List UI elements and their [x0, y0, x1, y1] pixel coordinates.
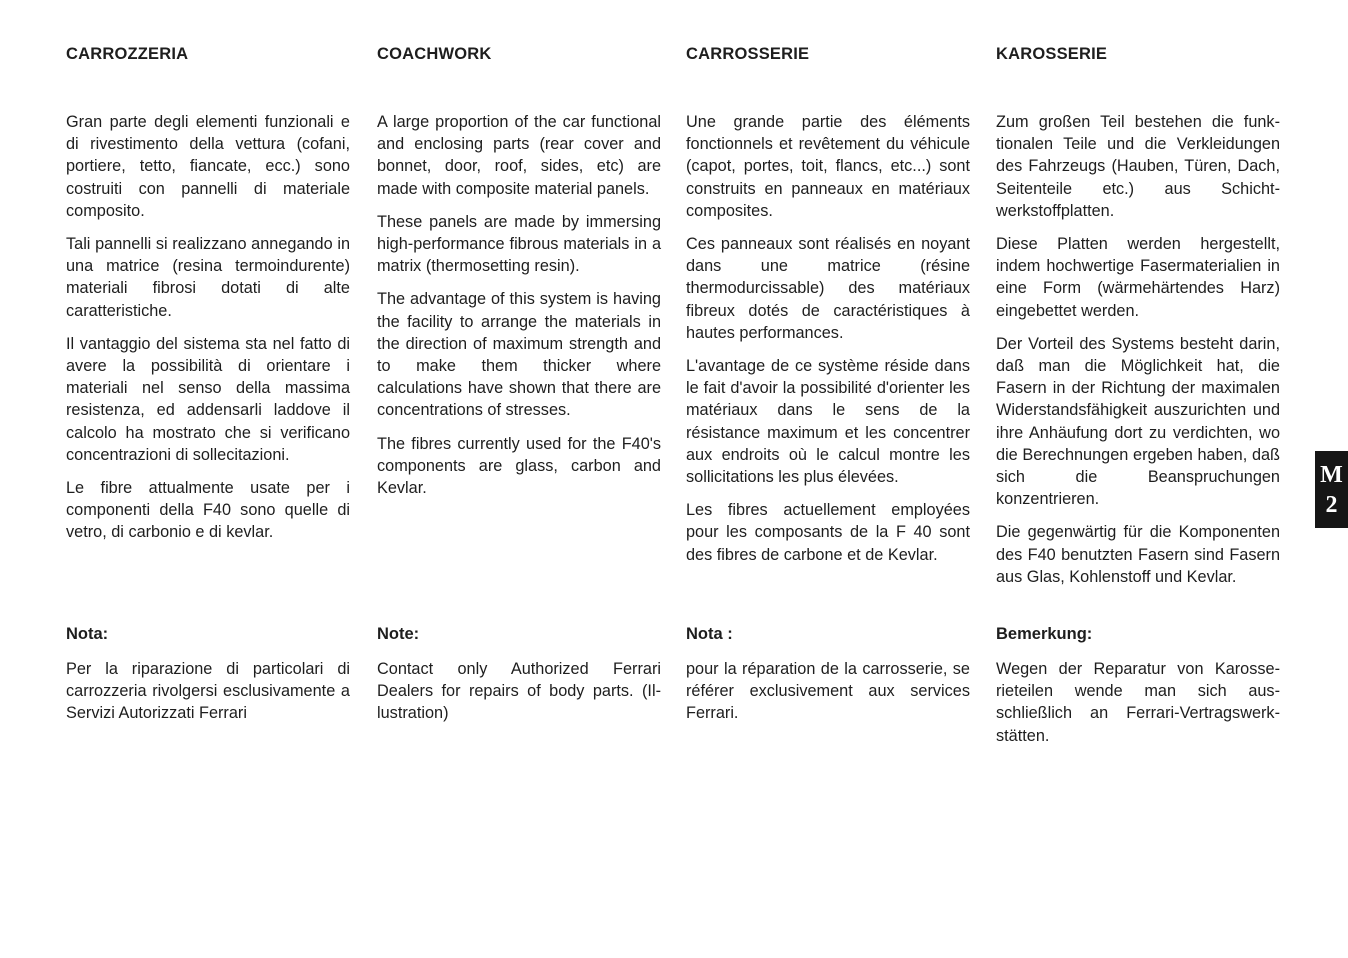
paragraph: A large proportion of the car functional and enclosing parts (rear cover and bonnet, door, roof, sides, etc) are made with composite material panels. [377, 113, 661, 198]
note-text-french: pour la réparation de la carrosserie, se référer exclusivement aux services Ferrari. [686, 660, 970, 723]
heading-karosserie: KAROSSERIE [996, 45, 1108, 63]
body-french [686, 111, 970, 577]
paragraph: Zum großen Teil bestehen die funktionalen Teile und die Verkleidungen des Fahrzeugs (Hauben, Türen, Dach, Seitenteile etc.) aus Schichtwerkstoffplatten. [996, 113, 1280, 220]
note-title-french: Nota : [686, 625, 733, 643]
note-text-italian: Per la riparazione di particolari di carrozzeria rivolgersi esclusivamente a Servizi Autorizzati Ferrari [66, 660, 350, 723]
section-tab-letter: M [1320, 461, 1343, 488]
heading-carrosserie: CARROSSERIE [686, 45, 810, 63]
note-title-german: Bemerkung: [996, 625, 1093, 643]
paragraph: Ces panneaux sont réalisés en noyant dans une matrice (résine thermodurcissable) des matériaux fibreux dotés de caractéristiques à hautes performances. [686, 235, 970, 342]
paragraph: The fibres currently used for the F40's components are glass, carbon and Kevlar. [377, 434, 661, 498]
section-tab-m2 [1315, 451, 1348, 528]
body-german [996, 111, 1280, 599]
note-title-english: Note: [377, 625, 420, 643]
note-title-italian: Nota: [66, 625, 109, 643]
paragraph: Les fibres actuellement employées pour les composants de la F 40 sont des fibres de carbone et de Kevlar. [686, 501, 970, 564]
heading-carrozzeria: CARROZZERIA [66, 45, 189, 63]
paragraph: Die gegenwärtig für die Komponenten des F40 benutzten Fasern sind Fasern aus Glas, Kohlenstoff und Kevlar. [996, 523, 1280, 586]
paragraph: The advantage of this system is having the facility to arrange the materials in the direction of maximum strength and to make them thicker where calculations have shown that there are concentrations of stresses. [377, 290, 661, 420]
paragraph: Il vantaggio del sistema sta nel fatto di avere la possibilità di orientare i materiali nel senso della massima resistenza, ed addensarli laddove il calcolo ha mostrato che si verificano concentrazioni di sollecitazioni. [66, 334, 350, 464]
paragraph: These panels are made by immersing high-performance fibrous materials in a matrix (thermosetting resin). [377, 212, 661, 276]
body-italian [66, 111, 350, 555]
paragraph: Gran parte degli elementi funzionali e di rivestimento della vettura (cofani, portiere, tetto, fiancate, ecc.) sono costruiti con pannelli di materiale composito. [66, 113, 350, 220]
note-text-german: Wegen der Reparatur von Karosserieteilen wende man sich ausschließlich an Ferrari-Vertragswerkstätten. [996, 660, 1280, 745]
section-tab-number: 2 [1325, 491, 1338, 518]
body-english [377, 111, 661, 510]
paragraph: L'avantage de ce système réside dans le fait d'avoir la possibilité d'orienter les matériaux dans le sens de la résistance maximum et les concentrer aux endroits où le calcul montre les sollicitations les plus élevées. [686, 357, 970, 487]
note-text-english: Contact only Authorized Ferrari Dealers for repairs of body parts. (Illustration) [377, 660, 661, 723]
paragraph: Der Vorteil des Systems besteht darin, daß man die Möglichkeit hat, die Fasern in der Richtung der maximalen Widerstandsfähigkeit auszurichten und ihre Anhäufung dort zu verdichten, wo die Berechnungen ergeben haben, daß sich die Beanspruchungen konzentrieren. [996, 334, 1280, 509]
paragraph: Une grande partie des éléments fonctionnels et revêtement du véhicule (capot, portes, toit, flancs, etc...) sont construits en panneaux en matériaux composites. [686, 113, 970, 220]
paragraph: Tali pannelli si realizzano annegando in una matrice (resina termoindurente) materiali fibrosi dotati di alte caratteristiche. [66, 235, 350, 320]
paragraph: Le fibre attualmente usate per i componenti della F40 sono quelle di vetro, di carbonio e di kevlar. [66, 479, 350, 542]
paragraph: Diese Platten werden hergestellt, indem hochwertige Fasermaterialien in eine Form (wärmehärtendes Harz) eingebettet werden. [996, 235, 1280, 320]
heading-coachwork: COACHWORK [377, 45, 492, 63]
